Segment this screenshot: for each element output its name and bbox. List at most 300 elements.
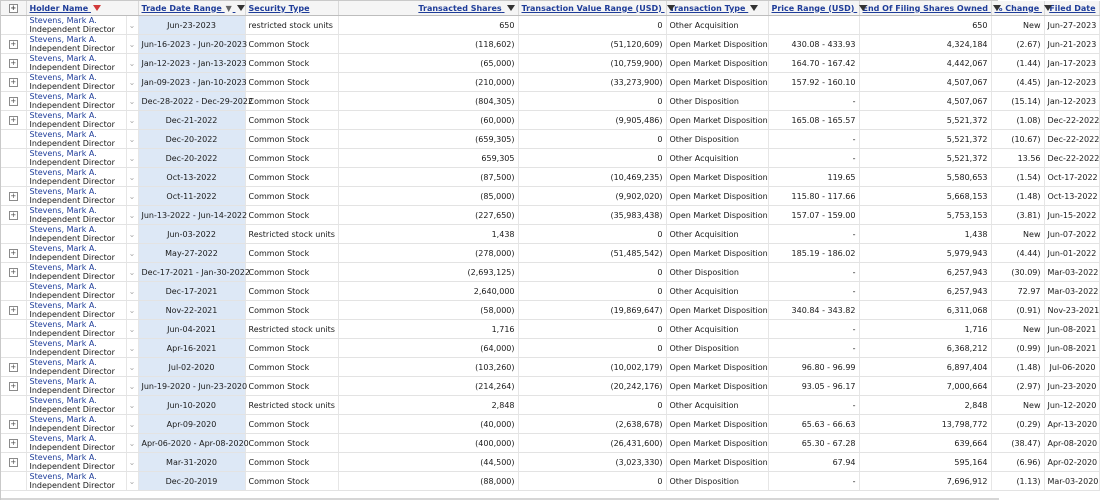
- table-row[interactable]: [1, 415, 1099, 434]
- security-type-cell: Common Stock: [245, 301, 338, 320]
- filter-icon[interactable]: [750, 5, 758, 11]
- table-row[interactable]: [1, 35, 1099, 54]
- price-range-header[interactable]: [768, 1, 859, 16]
- filter-icon[interactable]: [859, 5, 867, 11]
- pct-change-cell: (2.67): [991, 35, 1044, 54]
- transaction-value-cell: (51,485,542): [518, 244, 666, 263]
- row-expander-cell[interactable]: [1, 35, 26, 54]
- end-shares-header[interactable]: [859, 1, 991, 16]
- chevron-down-icon[interactable]: ⌄: [126, 73, 138, 92]
- chevron-down-icon[interactable]: ⌄: [126, 244, 138, 263]
- holder-name-link[interactable]: Stevens, Mark A.: [29, 168, 97, 177]
- holder-cell[interactable]: [26, 282, 126, 301]
- filed-date-cell: Jun-27-2023: [1044, 16, 1099, 35]
- chevron-down-icon[interactable]: ⌄: [126, 225, 138, 244]
- trade-date-header[interactable]: [138, 1, 245, 16]
- pct-change-header-label[interactable]: % Change: [994, 3, 1040, 13]
- holder-name-link[interactable]: Stevens, Mark A.: [29, 206, 97, 215]
- trade-date-cell: Jun-16-2023 - Jun-20-2023: [138, 35, 245, 54]
- transaction-value-cell: 0: [518, 396, 666, 415]
- expand-icon[interactable]: +: [10, 420, 17, 428]
- pct-change-cell: (1.44): [991, 54, 1044, 73]
- holder-name-link[interactable]: Stevens, Mark A.: [29, 54, 97, 63]
- price-range-cell: -: [768, 92, 859, 111]
- holder-name-link[interactable]: Stevens, Mark A.: [29, 92, 97, 101]
- holder-cell[interactable]: [26, 434, 126, 453]
- holder-name-link[interactable]: Stevens, Mark A.: [29, 453, 97, 462]
- expand-all-header[interactable]: [1, 1, 26, 16]
- table-row[interactable]: [1, 282, 1099, 301]
- end-shares-header-label[interactable]: End Of Filing Shares Owned: [862, 3, 988, 13]
- transaction-type-cell: Other Disposition: [666, 92, 768, 111]
- holder-cell[interactable]: [26, 130, 126, 149]
- table-row[interactable]: [1, 111, 1099, 130]
- transacted-shares-cell: (88,000): [338, 472, 518, 491]
- row-expander-cell[interactable]: [1, 130, 26, 149]
- holder-name-link[interactable]: Stevens, Mark A.: [29, 358, 97, 367]
- security-type-cell: Restricted stock units: [245, 396, 338, 415]
- filter-icon[interactable]: [1044, 5, 1052, 11]
- row-expander-cell[interactable]: [1, 111, 26, 130]
- filed-date-cell: Oct-13-2022: [1044, 187, 1099, 206]
- holder-name-link[interactable]: Stevens, Mark A.: [29, 73, 97, 82]
- price-range-cell: 65.30 - 67.28: [768, 434, 859, 453]
- end-shares-cell: 7,000,664: [859, 377, 991, 396]
- chevron-down-icon[interactable]: ⌄: [126, 415, 138, 434]
- security-type-cell: Common Stock: [245, 434, 338, 453]
- end-shares-cell: 595,164: [859, 453, 991, 472]
- pct-change-cell: (6.96): [991, 453, 1044, 472]
- transaction-type-cell: Open Market Disposition: [666, 377, 768, 396]
- transaction-value-header-label[interactable]: Transaction Value Range (USD): [521, 3, 662, 13]
- filed-date-cell: Dec-22-2022: [1044, 149, 1099, 168]
- filter-active-icon[interactable]: [93, 5, 101, 11]
- holder-name-link[interactable]: Stevens, Mark A.: [29, 415, 97, 424]
- security-type-cell: Common Stock: [245, 149, 338, 168]
- holder-name-link[interactable]: Stevens, Mark A.: [29, 225, 97, 234]
- transaction-type-cell: Other Disposition: [666, 472, 768, 491]
- chevron-down-icon[interactable]: ⌄: [126, 377, 138, 396]
- expand-icon[interactable]: +: [10, 192, 17, 200]
- holder-role: Independent Director: [29, 253, 115, 262]
- security-type-cell: Common Stock: [245, 187, 338, 206]
- chevron-down-icon[interactable]: ⌄: [126, 396, 138, 415]
- expand-icon[interactable]: +: [10, 458, 17, 466]
- expand-icon[interactable]: +: [10, 382, 17, 390]
- table-row[interactable]: [1, 225, 1099, 244]
- chevron-down-icon[interactable]: ⌄: [126, 92, 138, 111]
- row-expander-cell[interactable]: [1, 415, 26, 434]
- transacted-shares-cell: (85,000): [338, 187, 518, 206]
- table-row[interactable]: [1, 396, 1099, 415]
- holder-role: Independent Director: [29, 158, 115, 167]
- transaction-type-cell: Open Market Disposition: [666, 358, 768, 377]
- chevron-down-icon[interactable]: ⌄: [126, 168, 138, 187]
- transaction-type-cell: Open Market Disposition: [666, 73, 768, 92]
- trade-date-cell: Dec-17-2021 - Jan-30-2022: [138, 263, 245, 282]
- row-expander-cell[interactable]: [1, 434, 26, 453]
- chevron-down-icon[interactable]: ⌄: [126, 130, 138, 149]
- transaction-value-cell: 0: [518, 472, 666, 491]
- holder-name-link[interactable]: Stevens, Mark A.: [29, 244, 97, 253]
- transacted-shares-cell: (40,000): [338, 415, 518, 434]
- transacted-shares-cell: (60,000): [338, 111, 518, 130]
- end-shares-cell: 6,897,404: [859, 358, 991, 377]
- trade-date-cell: Jul-02-2020: [138, 358, 245, 377]
- pct-change-cell: (4.44): [991, 244, 1044, 263]
- pct-change-cell: New: [991, 396, 1044, 415]
- chevron-down-icon[interactable]: ⌄: [126, 339, 138, 358]
- price-range-cell: 164.70 - 167.42: [768, 54, 859, 73]
- chevron-down-icon[interactable]: ⌄: [126, 111, 138, 130]
- table-row[interactable]: [1, 206, 1099, 225]
- transaction-value-cell: (10,469,235): [518, 168, 666, 187]
- expand-icon[interactable]: +: [10, 78, 17, 86]
- holder-cell[interactable]: [26, 225, 126, 244]
- chevron-down-icon[interactable]: ⌄: [126, 35, 138, 54]
- transaction-type-cell: Open Market Disposition: [666, 415, 768, 434]
- holder-name-link[interactable]: Stevens, Mark A.: [29, 434, 97, 443]
- transaction-type-cell: Other Acquisition: [666, 282, 768, 301]
- filter-icon[interactable]: [993, 5, 1001, 11]
- filed-date-cell: Jun-01-2022: [1044, 244, 1099, 263]
- filter-icon[interactable]: [507, 5, 515, 11]
- holder-role: Independent Director: [29, 272, 115, 281]
- price-range-cell: -: [768, 263, 859, 282]
- expand-icon[interactable]: +: [10, 211, 17, 219]
- row-expander-cell[interactable]: [1, 301, 26, 320]
- transaction-value-cell: (2,638,678): [518, 415, 666, 434]
- chevron-down-icon[interactable]: ⌄: [126, 472, 138, 491]
- trade-date-header-label[interactable]: Trade Date Range: [141, 3, 222, 13]
- transacted-shares-cell: (44,500): [338, 453, 518, 472]
- transaction-type-cell: Open Market Disposition: [666, 54, 768, 73]
- chevron-down-icon[interactable]: ⌄: [126, 187, 138, 206]
- holder-cell[interactable]: [26, 396, 126, 415]
- holder-name-link[interactable]: Stevens, Mark A.: [29, 263, 97, 272]
- transaction-value-cell: (33,273,900): [518, 73, 666, 92]
- transaction-value-cell: 0: [518, 339, 666, 358]
- holder-name-link[interactable]: Stevens, Mark A.: [29, 472, 97, 481]
- trade-date-cell: Dec-17-2021: [138, 282, 245, 301]
- table-row[interactable]: [1, 168, 1099, 187]
- trade-date-cell: Oct-13-2022: [138, 168, 245, 187]
- security-type-cell: Common Stock: [245, 453, 338, 472]
- chevron-down-icon[interactable]: ⌄: [126, 453, 138, 472]
- holder-name-link[interactable]: Stevens, Mark A.: [29, 187, 97, 196]
- security-type-cell: Common Stock: [245, 244, 338, 263]
- holder-name-link[interactable]: Stevens, Mark A.: [29, 111, 97, 120]
- price-range-header-label[interactable]: Price Range (USD): [771, 3, 855, 13]
- row-expander-cell[interactable]: [1, 54, 26, 73]
- trade-date-cell: Jun-19-2020 - Jun-23-2020: [138, 377, 245, 396]
- transaction-value-cell: (10,759,900): [518, 54, 666, 73]
- holder-cell[interactable]: [26, 263, 126, 282]
- holder-cell[interactable]: [26, 453, 126, 472]
- holder-name-link[interactable]: Stevens, Mark A.: [29, 301, 97, 310]
- expand-icon[interactable]: +: [10, 116, 17, 124]
- row-expander-cell[interactable]: [1, 187, 26, 206]
- expand-icon[interactable]: +: [10, 268, 17, 276]
- row-expander-cell[interactable]: [1, 244, 26, 263]
- price-range-cell: 157.92 - 160.10: [768, 73, 859, 92]
- holder-name-link[interactable]: Stevens, Mark A.: [29, 377, 97, 386]
- transaction-type-cell: Open Market Disposition: [666, 187, 768, 206]
- chevron-down-icon[interactable]: ⌄: [126, 434, 138, 453]
- security-type-cell: Common Stock: [245, 377, 338, 396]
- security-type-header[interactable]: [245, 1, 338, 16]
- transaction-value-cell: 0: [518, 263, 666, 282]
- chevron-down-icon[interactable]: ⌄: [126, 301, 138, 320]
- filed-date-header-label[interactable]: Filed Date: [1049, 3, 1096, 13]
- holder-role: Independent Director: [29, 348, 115, 357]
- filed-date-cell: Dec-22-2022: [1044, 111, 1099, 130]
- holder-cell[interactable]: [26, 111, 126, 130]
- chevron-down-icon[interactable]: ⌄: [126, 206, 138, 225]
- expand-icon[interactable]: +: [10, 306, 17, 314]
- transaction-type-header-label[interactable]: Transaction Type: [669, 3, 746, 13]
- holder-name-header-label[interactable]: Holder Name: [29, 3, 89, 13]
- table-row[interactable]: [1, 301, 1099, 320]
- filed-date-header[interactable]: [1044, 1, 1099, 16]
- row-expander-cell[interactable]: [1, 358, 26, 377]
- holder-cell[interactable]: [26, 92, 126, 111]
- row-expander-cell[interactable]: [1, 16, 26, 35]
- chevron-down-icon[interactable]: ⌄: [126, 320, 138, 339]
- holder-cell[interactable]: [26, 54, 126, 73]
- holder-cell[interactable]: [26, 187, 126, 206]
- holder-name-link[interactable]: Stevens, Mark A.: [29, 35, 97, 44]
- security-type-cell: restricted stock units: [245, 16, 338, 35]
- table-row[interactable]: [1, 434, 1099, 453]
- price-range-cell: -: [768, 282, 859, 301]
- filter-icon[interactable]: [237, 5, 245, 11]
- filed-date-cell: Oct-17-2022: [1044, 168, 1099, 187]
- transaction-value-cell: (9,905,486): [518, 111, 666, 130]
- row-expander-cell[interactable]: [1, 320, 26, 339]
- chevron-down-icon[interactable]: ⌄: [126, 358, 138, 377]
- pct-change-cell: (1.08): [991, 111, 1044, 130]
- price-range-cell: -: [768, 130, 859, 149]
- chevron-down-icon[interactable]: ⌄: [126, 282, 138, 301]
- trade-date-cell: Jan-12-2023 - Jan-13-2023: [138, 54, 245, 73]
- table-row[interactable]: [1, 73, 1099, 92]
- table-row[interactable]: [1, 377, 1099, 396]
- transaction-type-cell: Other Disposition: [666, 339, 768, 358]
- transaction-value-cell: (20,242,176): [518, 377, 666, 396]
- transacted-shares-header-label[interactable]: Transacted Shares: [418, 3, 502, 13]
- holder-cell[interactable]: [26, 415, 126, 434]
- holder-role: Independent Director: [29, 44, 115, 53]
- transaction-type-cell: Other Disposition: [666, 263, 768, 282]
- security-type-cell: Common Stock: [245, 73, 338, 92]
- row-expander-cell[interactable]: [1, 149, 26, 168]
- table-row[interactable]: [1, 54, 1099, 73]
- table-row[interactable]: [1, 187, 1099, 206]
- expand-icon[interactable]: +: [10, 59, 17, 67]
- transacted-shares-cell: (804,305): [338, 92, 518, 111]
- end-shares-cell: 4,507,067: [859, 92, 991, 111]
- table-row[interactable]: [1, 320, 1099, 339]
- row-expander-cell[interactable]: [1, 453, 26, 472]
- chevron-down-icon[interactable]: ⌄: [126, 263, 138, 282]
- expand-icon[interactable]: +: [10, 97, 17, 105]
- filed-date-cell: Jun-08-2021: [1044, 339, 1099, 358]
- chevron-down-icon[interactable]: ⌄: [126, 16, 138, 35]
- trade-date-cell: Oct-11-2022: [138, 187, 245, 206]
- row-expander-cell[interactable]: [1, 92, 26, 111]
- expand-icon[interactable]: +: [10, 40, 17, 48]
- end-shares-cell: 7,696,912: [859, 472, 991, 491]
- horizontal-scrollbar[interactable]: [1, 498, 999, 500]
- holder-cell[interactable]: [26, 149, 126, 168]
- holder-cell[interactable]: [26, 244, 126, 263]
- row-expander-cell[interactable]: [1, 73, 26, 92]
- end-shares-cell: 6,368,212: [859, 339, 991, 358]
- transaction-type-cell: Other Acquisition: [666, 225, 768, 244]
- holder-name-header[interactable]: [26, 1, 138, 16]
- transacted-shares-cell: (210,000): [338, 73, 518, 92]
- transaction-type-cell: Open Market Disposition: [666, 434, 768, 453]
- end-shares-cell: 5,521,372: [859, 149, 991, 168]
- table-row[interactable]: [1, 149, 1099, 168]
- table-row[interactable]: [1, 92, 1099, 111]
- holder-role: Independent Director: [29, 101, 115, 110]
- trade-date-cell: Dec-20-2019: [138, 472, 245, 491]
- holder-role: Independent Director: [29, 424, 115, 433]
- expand-icon[interactable]: +: [10, 439, 17, 447]
- transacted-shares-cell: (278,000): [338, 244, 518, 263]
- table-row[interactable]: [1, 244, 1099, 263]
- transacted-shares-cell: (2,693,125): [338, 263, 518, 282]
- end-shares-cell: 5,521,372: [859, 130, 991, 149]
- holder-cell[interactable]: [26, 358, 126, 377]
- transacted-shares-header[interactable]: [338, 1, 518, 16]
- trade-date-cell: Nov-22-2021: [138, 301, 245, 320]
- table-row[interactable]: [1, 453, 1099, 472]
- end-shares-cell: 5,979,943: [859, 244, 991, 263]
- holder-cell[interactable]: [26, 35, 126, 54]
- holder-role: Independent Director: [29, 443, 115, 452]
- row-expander-cell[interactable]: [1, 377, 26, 396]
- transacted-shares-cell: 2,848: [338, 396, 518, 415]
- transacted-shares-cell: (400,000): [338, 434, 518, 453]
- security-type-cell: Common Stock: [245, 282, 338, 301]
- expand-all-icon[interactable]: +: [10, 4, 17, 12]
- sort-descending-icon[interactable]: ▼: [225, 3, 232, 13]
- chevron-down-icon[interactable]: ⌄: [126, 54, 138, 73]
- filed-date-cell: Jun-15-2022: [1044, 206, 1099, 225]
- price-range-cell: 67.94: [768, 453, 859, 472]
- price-range-cell: -: [768, 472, 859, 491]
- pct-change-cell: (1.48): [991, 358, 1044, 377]
- header-row: [1, 1, 1099, 16]
- holder-name-link[interactable]: Stevens, Mark A.: [29, 282, 97, 291]
- security-type-header-label[interactable]: Security Type: [248, 3, 310, 13]
- holder-name-link[interactable]: Stevens, Mark A.: [29, 339, 97, 348]
- row-expander-cell[interactable]: [1, 282, 26, 301]
- pct-change-cell: 72.97: [991, 282, 1044, 301]
- row-expander-cell[interactable]: [1, 225, 26, 244]
- transaction-type-cell: Open Market Disposition: [666, 111, 768, 130]
- row-expander-cell[interactable]: [1, 339, 26, 358]
- pct-change-cell: New: [991, 320, 1044, 339]
- price-range-cell: -: [768, 320, 859, 339]
- holder-cell[interactable]: [26, 168, 126, 187]
- expand-icon[interactable]: +: [10, 363, 17, 371]
- holder-role: Independent Director: [29, 234, 115, 243]
- holder-cell[interactable]: [26, 339, 126, 358]
- end-shares-cell: 6,257,943: [859, 282, 991, 301]
- holder-name-link[interactable]: Stevens, Mark A.: [29, 16, 97, 25]
- row-expander-cell[interactable]: [1, 263, 26, 282]
- holder-name-link[interactable]: Stevens, Mark A.: [29, 320, 97, 329]
- end-shares-cell: 6,311,068: [859, 301, 991, 320]
- filed-date-cell: Nov-23-2021: [1044, 301, 1099, 320]
- holder-name-link[interactable]: Stevens, Mark A.: [29, 130, 97, 139]
- pct-change-cell: (3.81): [991, 206, 1044, 225]
- expand-icon[interactable]: +: [10, 249, 17, 257]
- row-expander-cell[interactable]: [1, 396, 26, 415]
- chevron-down-icon[interactable]: ⌄: [126, 149, 138, 168]
- holder-role: Independent Director: [29, 386, 115, 395]
- holder-name-link[interactable]: Stevens, Mark A.: [29, 396, 97, 405]
- transaction-value-cell: 0: [518, 282, 666, 301]
- security-type-cell: Common Stock: [245, 54, 338, 73]
- holder-cell[interactable]: [26, 73, 126, 92]
- pct-change-cell: (10.67): [991, 130, 1044, 149]
- row-expander-cell[interactable]: [1, 206, 26, 225]
- table-row[interactable]: [1, 358, 1099, 377]
- filed-date-cell: Jun-12-2020: [1044, 396, 1099, 415]
- holder-name-link[interactable]: Stevens, Mark A.: [29, 149, 97, 158]
- table-row[interactable]: [1, 263, 1099, 282]
- holder-cell[interactable]: [26, 377, 126, 396]
- holder-role: Independent Director: [29, 139, 115, 148]
- price-range-cell: -: [768, 396, 859, 415]
- holder-cell[interactable]: [26, 206, 126, 225]
- filed-date-cell: Dec-22-2022: [1044, 130, 1099, 149]
- filter-icon[interactable]: [667, 5, 675, 11]
- end-shares-cell: 2,848: [859, 396, 991, 415]
- transacted-shares-cell: (118,602): [338, 35, 518, 54]
- transaction-type-header[interactable]: [666, 1, 768, 16]
- holder-cell[interactable]: [26, 301, 126, 320]
- transaction-value-cell: 0: [518, 92, 666, 111]
- price-range-cell: 157.07 - 159.00: [768, 206, 859, 225]
- table-row[interactable]: [1, 16, 1099, 35]
- table-row[interactable]: [1, 472, 1099, 491]
- trade-date-cell: Jun-03-2022: [138, 225, 245, 244]
- holder-role: Independent Director: [29, 196, 115, 205]
- holder-cell[interactable]: [26, 472, 126, 491]
- filed-date-cell: Mar-03-2020: [1044, 472, 1099, 491]
- table-row[interactable]: [1, 130, 1099, 149]
- table-row[interactable]: [1, 339, 1099, 358]
- holder-cell[interactable]: [26, 16, 126, 35]
- pct-change-cell: (1.48): [991, 187, 1044, 206]
- holder-role: Independent Director: [29, 462, 115, 471]
- transaction-value-cell: (9,902,020): [518, 187, 666, 206]
- row-expander-cell[interactable]: [1, 472, 26, 491]
- holder-cell[interactable]: [26, 320, 126, 339]
- holder-role: Independent Director: [29, 367, 115, 376]
- transaction-value-header[interactable]: [518, 1, 666, 16]
- end-shares-cell: 5,753,153: [859, 206, 991, 225]
- pct-change-cell: (0.29): [991, 415, 1044, 434]
- row-expander-cell[interactable]: [1, 168, 26, 187]
- security-type-cell: Common Stock: [245, 263, 338, 282]
